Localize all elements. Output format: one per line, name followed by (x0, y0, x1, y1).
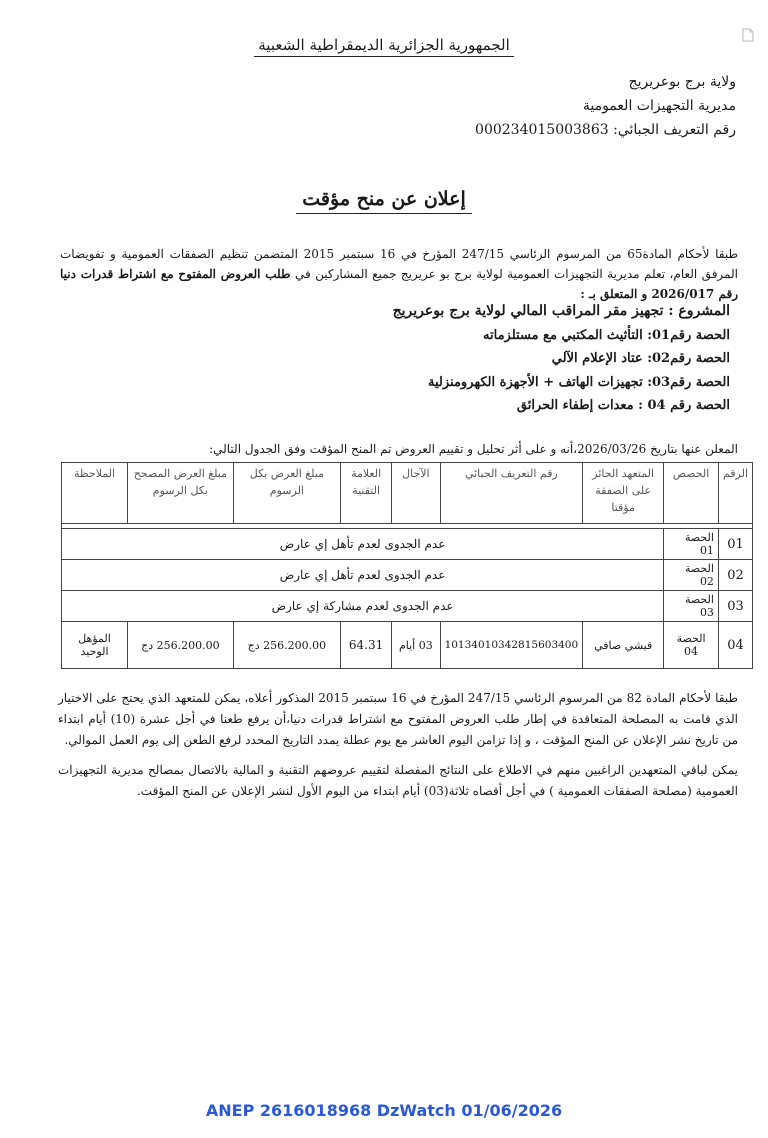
row-lot: الحصة 04 (664, 622, 719, 669)
header-tax-id: رقم التعريف الجبائي (440, 463, 583, 524)
consultation-paragraph: يمكن لباقي المتعهدين الراغبين منهم في الاطلاع على النتائج المفصلة لتقييم عروضهم التقنية و المالية بالاتصال بمصالح مديرية التجهيزات العمومية (مصلحة الصفقات العمومية ) في أجل أقصاه ثلاثة(03) أيام ابتداء من اليوم الأول لنشر الإعلان عن المنح المؤقت. (58, 763, 738, 798)
republic-heading (0, 36, 768, 54)
lot-item: الحصة رقم02: عتاد الإعلام الآلي (551, 351, 730, 366)
row-score: 64.31 (341, 622, 392, 669)
header-delay: الآجال (392, 463, 440, 524)
intro-text: طبقا لأحكام المادة65 من المرسوم الرئاسي 247/15 المؤرخ في 16 سبتمبر 2015 المتضمن تنظيم الصفقات العمومية و تفويضات المرفق العام، تعلم مديرية التجهيزات العمومية لولاية برج بو عريريج جميع المشاركين في (60, 247, 739, 281)
header-lot: الحصص (664, 463, 719, 524)
title-text: إعلان عن منح مؤقت (296, 188, 471, 214)
lot-item: الحصة رقم 04 : معدات إطفاء الحرائق (516, 398, 730, 413)
table-row (62, 529, 753, 560)
header-bid-amount: مبلغ العرض بكل الرسوم (233, 463, 340, 524)
issuer-block (475, 70, 736, 142)
row-lot: الحصة 02 (664, 560, 719, 591)
table-header-row (62, 463, 753, 524)
table-row (62, 560, 753, 591)
row-message: عدم الجدوى لعدم مشاركة إي عارض (62, 591, 664, 622)
header-number: الرقم (718, 463, 752, 524)
row-bid-amount: 256.200.00 دج (233, 622, 340, 669)
header-remarks: الملاحظة (62, 463, 128, 524)
row-number: 03 (718, 591, 752, 622)
appeal-paragraph: طبقا لأحكام المادة 82 من المرسوم الرئاسي 247/15 المؤرخ في 16 سبتمبر 2015 المذكور أعلاه، يمكن للمتعهد الذي يحتج على الاختيار الذي قامت به المصلحة المتعاقدة في إطار طلب العروض المفتوح مع اشتراط قدرات دنيا،أن يرفع طعنا في أجل عشرة (10) أيام ابتداء من تاريخ نشر الإعلان عن المنح المؤقت ، و إذا تزامن اليوم العاشر مع يوم عطلة يمدد التاريخ المحدد لرفع الطعن إلى يوم العمل الموالي. (58, 691, 739, 747)
row-message: عدم الجدوى لعدم تأهل إي عارض (62, 560, 664, 591)
table-intro: المعلن عنها بتاريخ 2026/03/26،أنه و على أثر تحليل و تقييم العروض تم المنح المؤقت وفق الجدول التالي: (209, 442, 738, 456)
row-remarks: المؤهل الوحيد (62, 622, 128, 669)
row-delay: 03 أيام (392, 622, 440, 669)
project-line: المشروع : تجهيز مقر المراقب المالي لولاية برج بوعريريج (392, 303, 730, 319)
intro-bold-text: طلب العروض المفتوح مع اشتراط قدرات دنيا رقم 2026/017 و المتعلق بـ : (60, 267, 738, 301)
lot-item: الحصة رقم01: التأثيث المكتبي مع مستلزماته (483, 327, 730, 343)
row-bidder: قيشي صافي (583, 622, 664, 669)
row-number: 02 (718, 560, 752, 591)
tax-id-label: رقم التعريف الجبائي: (613, 122, 736, 138)
header-bidder: المتعهد الحائز على الصفقة مؤقتا (583, 463, 664, 524)
directorate-line: مديرية التجهيزات العمومية (582, 98, 736, 114)
row-corrected-amount: 256.200.00 دج (128, 622, 234, 669)
row-lot: الحصة 01 (664, 529, 719, 560)
row-number: 01 (718, 529, 752, 560)
lots-list (393, 300, 730, 418)
row-message: عدم الجدوى لعدم تأهل إي عارض (62, 529, 664, 560)
republic-text: الجمهورية الجزائرية الديمقراطية الشعبية (254, 36, 514, 57)
lot-item: الحصة رقم03: تجهيزات الهاتف + الأجهزة الكهرومنزلية (428, 374, 730, 390)
header-corrected-amount: مبلغ العرض المصحح بكل الرسوم (128, 463, 234, 524)
header-score: العلامة التقنية (341, 463, 392, 524)
footer-reference: ANEP 2616018968 DzWatch 01/06/2026 (205, 1101, 563, 1120)
tax-id-value: 000234015003863 (475, 122, 609, 138)
results-table (61, 462, 753, 669)
tax-id-line (475, 118, 736, 142)
wilaya-line: ولاية برج بوعريريج (628, 74, 736, 90)
intro-paragraph (60, 244, 738, 304)
page-title (0, 188, 768, 210)
table-row-award (62, 622, 753, 669)
table-row (62, 591, 753, 622)
row-lot: الحصة 03 (664, 591, 719, 622)
row-number: 04 (718, 622, 752, 669)
row-tax-id: 10134010342815603400 (440, 622, 583, 669)
